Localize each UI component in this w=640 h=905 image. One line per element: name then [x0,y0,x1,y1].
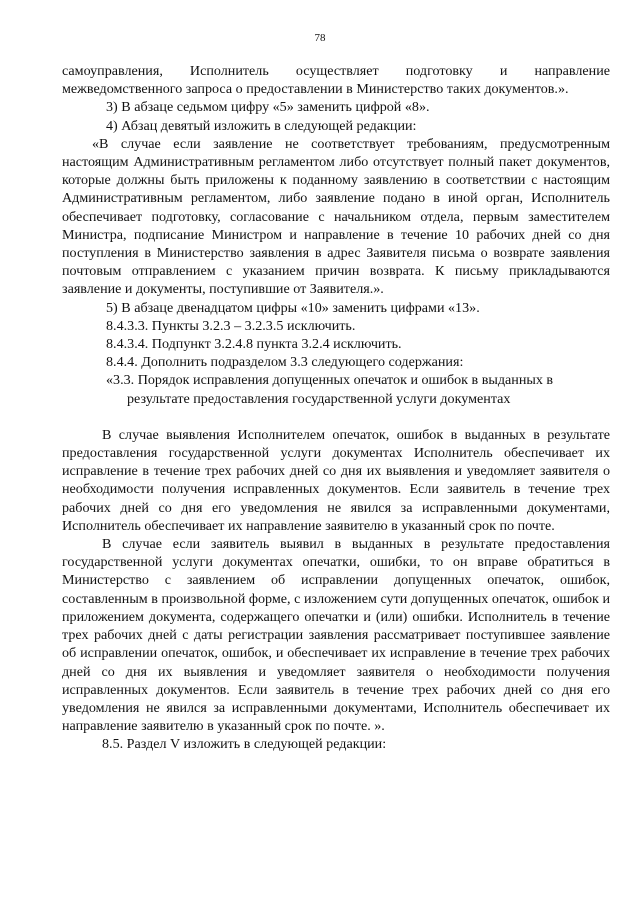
list-item-8-4-4: 8.4.4. Дополнить подразделом 3.3 следующего содержания: [106,354,464,371]
list-item-8-4-3-3: 8.4.3.3. Пункты 3.2.3 – 3.2.3.5 исключить. [106,317,356,334]
list-item-8-4-3-4: 8.4.3.4. Подпункт 3.2.4.8 пункта 3.2.4 исключить. [106,336,402,353]
list-item-4: 4) Абзац девятый изложить в следующей редакции: [106,117,417,134]
section-heading-line2: результате предоставления государственной услуги документах [127,390,511,407]
list-item-3: 3) В абзаце седьмом цифру «5» заменить цифрой «8». [106,99,430,116]
list-item-5: 5) В абзаце двенадцатом цифры «10» заменить цифрами «13». [106,299,480,316]
continuation-paragraph: самоуправления, Исполнитель осуществляет подготовку и направление межведомственного запроса о предоставлении в Министерство таких документов.». [62,63,610,98]
spacer [62,408,610,426]
page-number: 78 [314,32,326,44]
document-body [62,62,610,754]
quoted-paragraph: «В случае если заявление не соответствует требованиям, предусмотренным настоящим Административным регламентом либо отсутствует полный пакет документов, которые должны быть приложены к поданному заявлению в соответствии с настоящим Административным регламентом, либо заявление подано в иной орган, Исполнитель обеспечивает подготовку, согласование с начальником отдела, первым заместителем Министра, подписание Министром и направление в течение 10 рабочих дней со дня поступления в Министерство заявления в адрес Заявителя письма о возврате заявления почтовым отправлением с указанием причин возврата. К письму прикладываются заявление и документы, поступившие от Заявителя.». [62,135,610,298]
section-heading-line1: «3.3. Порядок исправления допущенных опечаток и ошибок в выданных в [106,372,554,389]
body-paragraph-2: В случае если заявитель выявил в выданных в результате предоставления государственной услуги документах опечатки, ошибки, то он вправе обратиться в Министерство с заявлением об исправлении допущенных опечаток, ошибок, составленным в произвольной форме, с изложением сути допущенных опечаток, ошибок и приложением документа, содержащего опечатки и (или) ошибки. Исполнитель в течение трех рабочих дней с даты регистрации заявления рассматривает поступившее заявление об исправлении опечаток, ошибок, и обеспечивает их исправление в течение трех рабочих дней со дня их выявления и уведомляет заявителя о необходимости получения исправленных документов. Если заявитель в течение трех рабочих дней со дня его уведомления не явился за исправленными документами, Исполнитель обеспечивает их направление заявителю в указанный срок по почте. ». [62,536,610,735]
body-paragraph-1: В случае выявления Исполнителем опечаток, ошибок в выданных в результате предоставления государственной услуги документах Исполнитель обеспечивает их исправление в течение трех рабочих дней со дня их выявления и уведомляет заявителя о необходимости получения исправленных документов. Если заявитель в течение трех рабочих дней со дня его уведомления не явился за исправленными документами, Исполнитель обеспечивает их направление заявителю в указанный срок по почте. [62,426,610,534]
section-heading [62,371,610,407]
list-item-8-5: 8.5. Раздел V изложить в следующей редакции: [102,736,387,753]
